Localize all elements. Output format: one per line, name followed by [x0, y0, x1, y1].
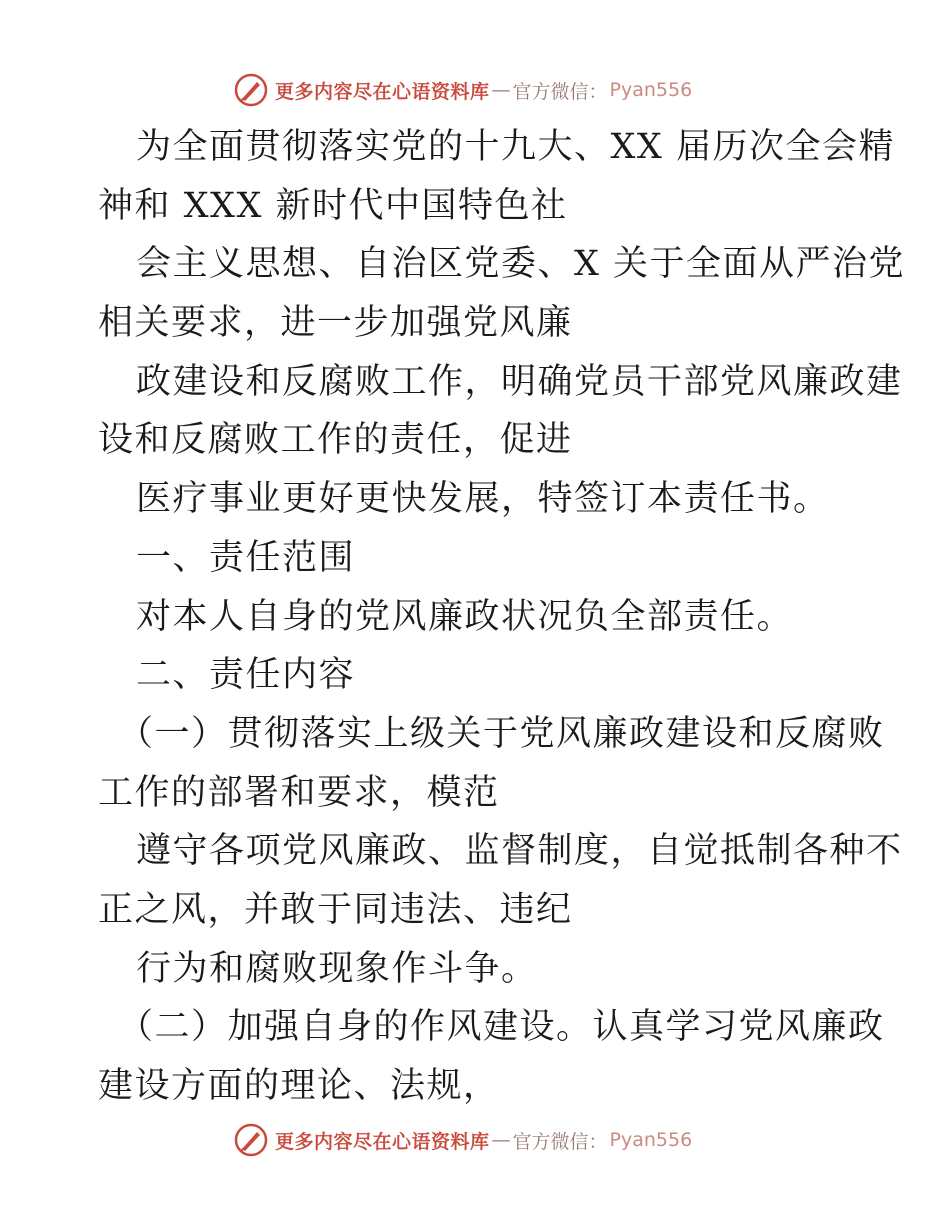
section-heading: 二、责任内容 [136, 655, 356, 696]
quill-logo-icon [233, 72, 269, 108]
body-line: 政建设和反腐败工作，明确党员干部党风廉政建 [136, 361, 903, 402]
body-line: （二）加强自身的作风建设。认真学习党风廉政 [118, 1007, 885, 1048]
document-body [98, 118, 906, 1116]
header-banner [233, 70, 793, 110]
banner-wechat-id: Pyan556 [609, 79, 693, 101]
body-line: 建设方面的理论、法规， [98, 1066, 500, 1106]
quill-logo-icon [233, 1122, 269, 1158]
body-line: 神和 XXX 新时代中国特色社 [98, 185, 568, 226]
banner-separator: — [491, 79, 511, 101]
body-line: 行为和腐败现象作斗争。 [136, 948, 538, 989]
banner-title: 更多内容尽在心语资料库 [275, 80, 490, 103]
body-line: 遵守各项党风廉政、监督制度，自觉抵制各种不 [136, 831, 903, 872]
banner-wechat-label: 官方微信： [512, 80, 608, 103]
body-line: 工作的部署和要求，模范 [98, 772, 500, 813]
banner-wechat-label: 官方微信： [512, 1130, 608, 1153]
body-line: 医疗事业更好更快发展，特签订本责任书。 [136, 479, 830, 520]
body-line: 为全面贯彻落实党的十九大、XX 届历次全会精 [136, 127, 895, 167]
body-line: 设和反腐败工作的责任，促进 [98, 420, 573, 461]
banner-title: 更多内容尽在心语资料库 [275, 1130, 490, 1153]
body-line: 对本人自身的党风廉政状况负全部责任。 [136, 596, 794, 637]
section-heading: 一、责任范围 [136, 537, 356, 578]
body-line: （一）贯彻落实上级关于党风廉政建设和反腐败 [118, 713, 885, 754]
body-line: 会主义思想、自治区党委、X 关于全面从严治党 [136, 244, 906, 285]
banner-separator: — [491, 1129, 511, 1151]
banner-wechat-id: Pyan556 [609, 1129, 693, 1151]
body-line: 正之风，并敢于同违法、违纪 [98, 889, 573, 930]
body-line: 相关要求，进一步加强党风廉 [98, 303, 573, 344]
footer-banner [233, 1120, 793, 1160]
